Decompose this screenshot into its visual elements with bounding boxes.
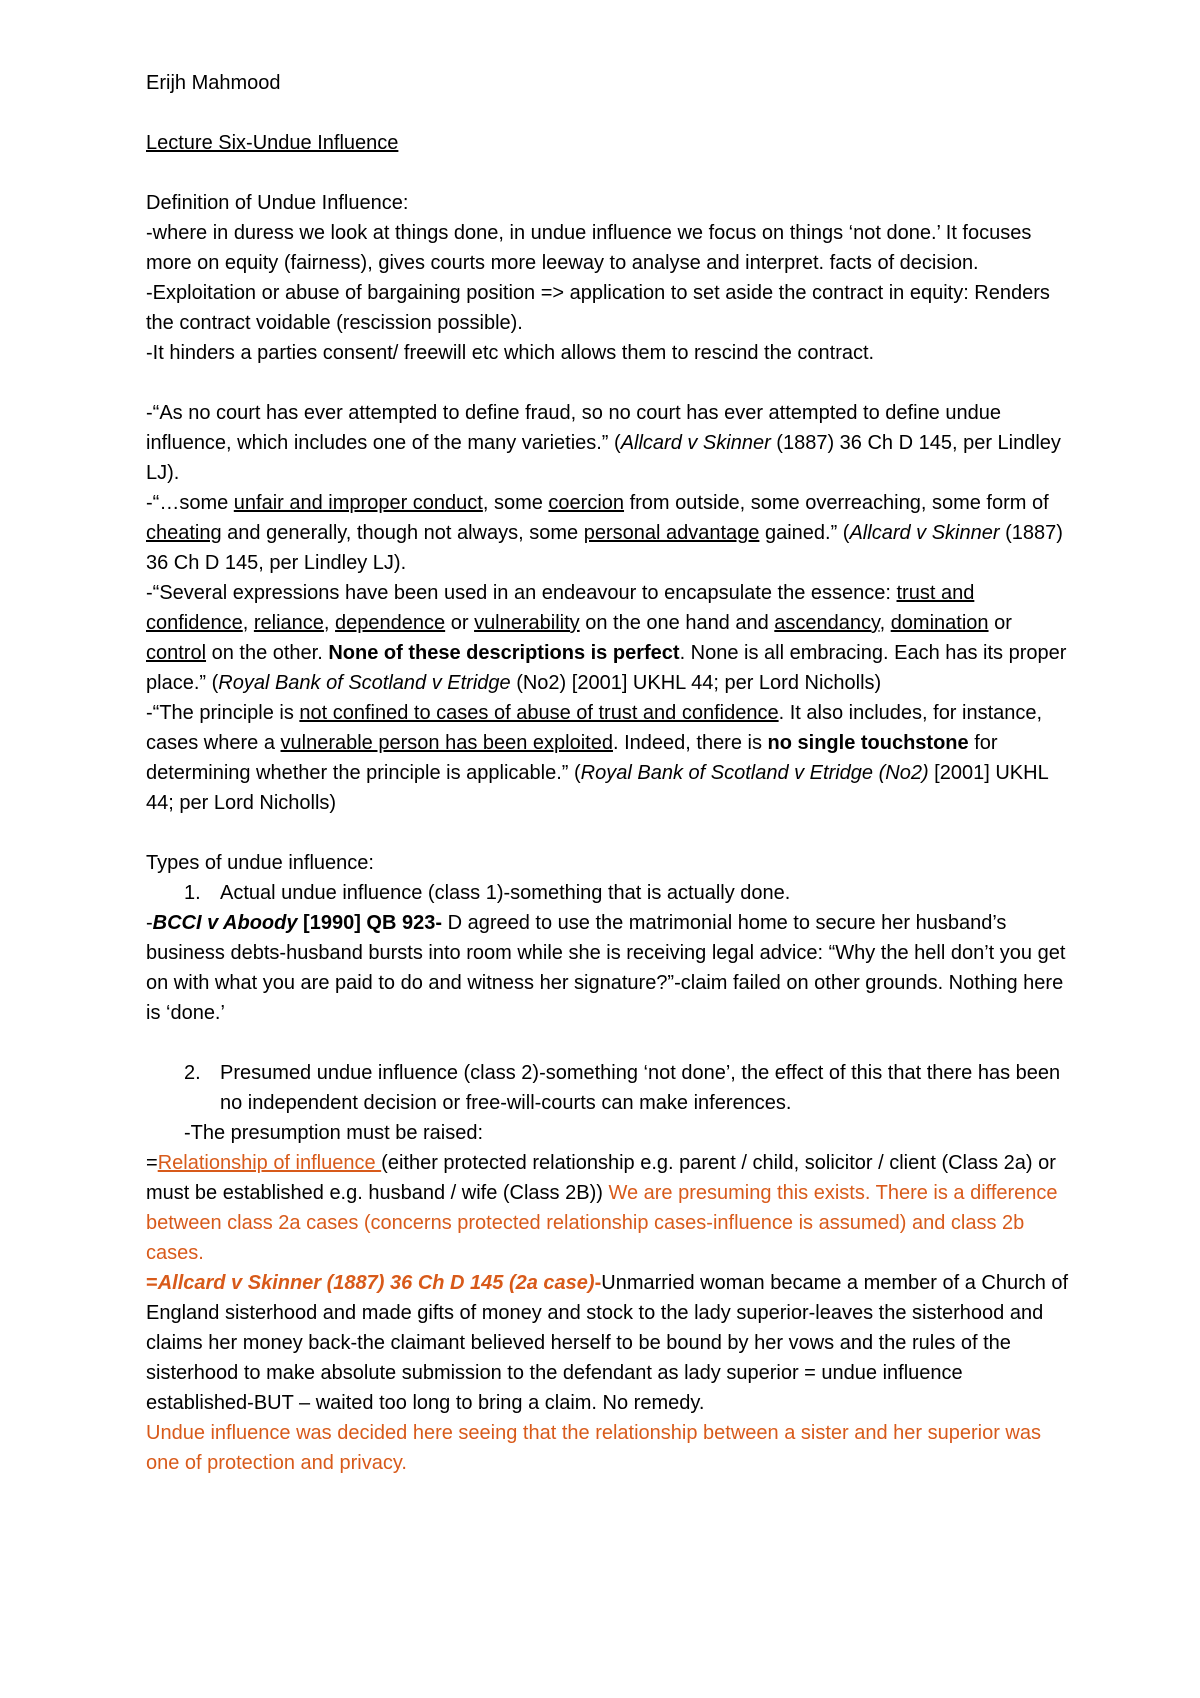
definition-point-1: -where in duress we look at things done, in undue influence we focus on things ‘not done.’ It focuses more on equity (fairness), gives courts more leeway to analyse and interpret. facts of decision. xyxy=(146,222,1032,274)
case-bcci-aboody: -BCCI v Aboody [1990] QB 923- D agreed to use the matrimonial home to secure her husband’s business debts-husband bursts into room while she is receiving legal advice: “Why the hell don’t you get on with what you are paid to do and witness her signature?”-claim failed on other grounds. Nothing here is ‘done.’ xyxy=(146,912,1066,1024)
list-item-presumed: 2. Presumed undue influence (class 2)-something ‘not done’, the effect of this that there has been no independent decision or free-will-courts can make inferences. xyxy=(184,1062,1061,1114)
quote-etridge-expressions: -“Several expressions have been used in an endeavour to encapsulate the essence: trust and confidence, reliance, dependence or vulnerability on the one hand and ascendancy, domination or control on the other. None of these descriptions is perfect. None is all embracing. Each has its proper place.” (Royal Bank of Scotland v Etridge (No2) [2001] UKHL 44; per Lord Nicholls) xyxy=(146,582,1067,694)
case-name: Allcard v Skinner xyxy=(620,432,771,454)
types-heading: Types of undue influence: xyxy=(146,852,374,874)
list-item-actual: 1. Actual undue influence (class 1)-something that is actually done. xyxy=(184,882,791,904)
quote-etridge-principle: -“The principle is not confined to cases of abuse of trust and confidence. It also includes, for instance, cases where a vulnerable person has been exploited. Indeed, there is no single touchstone for determining whether the principle is applicable.” (Royal Bank of Scotland v Etridge (No2) [2001] UKHL 44; per Lord Nicholls) xyxy=(146,702,1048,814)
relationship-of-influence: =Relationship of influence (either protected relationship e.g. parent / child, solicitor / client (Class 2a) or must be established e.g. husband / wife (Class 2B)) We are presuming this exists. There is a difference between class 2a cases (concerns protected relationship cases-influence is assumed) and class 2b cases. xyxy=(146,1152,1058,1264)
lecture-title: Lecture Six-Undue Influence xyxy=(146,132,399,154)
case-name: Allcard v Skinner (1887) 36 Ch D 145 (2a case) xyxy=(157,1272,595,1294)
annotation-note: Undue influence was decided here seeing that the relationship between a sister and her superior was one of protection and privacy. xyxy=(146,1422,1041,1474)
annotation-note: We are presuming this exists. There is a difference between class 2a cases (concerns protected relationship cases-influence is assumed) and class 2b cases. xyxy=(146,1182,1058,1264)
case-name: BCCI v Aboody xyxy=(152,912,298,934)
case-allcard-skinner: =Allcard v Skinner (1887) 36 Ch D 145 (2a case)-Unmarried woman became a member of a Church of England sisterhood and made gifts of money and stock to the lady superior-leaves the sisterhood and claims her money back-the claimant believed herself to be bound by her vows and the rules of the sisterhood to make absolute submission to the defendant as lady superior = undue influence established-BUT – waited too long to bring a claim. No remedy. xyxy=(146,1272,1069,1414)
definition-heading: Definition of Undue Influence: xyxy=(146,192,409,214)
quote-allcard-fraud: -“As no court has ever attempted to define fraud, so no court has ever attempted to define undue influence, which includes one of the many varieties.” (Allcard v Skinner (1887) 36 Ch D 145, per Lindley LJ). xyxy=(146,402,1061,484)
case-name: Royal Bank of Scotland v Etridge (No2) xyxy=(580,762,929,784)
definition-point-3: -It hinders a parties consent/ freewill etc which allows them to rescind the contract. xyxy=(146,342,875,364)
presumption-note: -The presumption must be raised: xyxy=(184,1122,484,1144)
definition-point-2: -Exploitation or abuse of bargaining position => application to set aside the contract in equity: Renders the contract voidable (rescission possible). xyxy=(146,282,1050,334)
relationship-link-text: Relationship of influence xyxy=(157,1152,382,1174)
quote-allcard-conduct: -“…some unfair and improper conduct, some coercion from outside, some overreaching, some form of cheating and generally, though not always, some personal advantage gained.” (Allcard v Skinner (1887) 36 Ch D 145, per Lindley LJ). xyxy=(146,492,1063,574)
document-page xyxy=(146,68,1076,1478)
case-name: Allcard v Skinner xyxy=(849,522,1000,544)
author-name: Erijh Mahmood xyxy=(146,72,281,94)
case-name: Royal Bank of Scotland v Etridge xyxy=(218,672,511,694)
